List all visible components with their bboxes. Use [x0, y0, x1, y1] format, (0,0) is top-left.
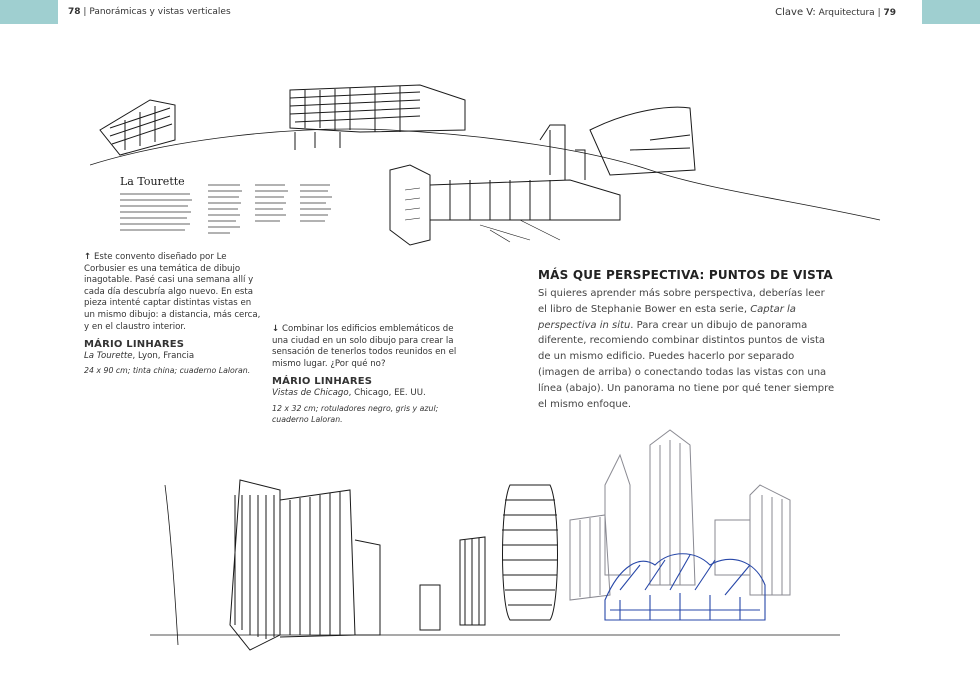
chicago-skyline-sketch [150, 425, 840, 670]
artwork-specs: 24 x 90 cm; tinta china; cuaderno Laloran. [84, 366, 251, 376]
section-heading: MÁS QUE PERSPECTIVA: PUNTOS DE VISTA [538, 268, 833, 282]
artwork-title-line [84, 351, 264, 363]
note-lines [120, 185, 332, 233]
left-page-number: 78 [68, 7, 81, 17]
book-title: Captar la perspectiva in situ [538, 303, 796, 331]
folio-separator: | [83, 7, 90, 17]
artist-name: MÁRIO LINHARES [84, 339, 185, 351]
caption-arrow-up-icon: ↑ [84, 252, 92, 262]
caption-chicago-text [272, 324, 457, 370]
gray-ink-buildings [570, 430, 790, 600]
caption-chicago-body: Combinar los edificios emblemáticos de una ciudad en un solo dibujo para crear la sensación de tenerlos todos reunidos en el mismo lugar. ¿Por qué no? [272, 324, 457, 369]
artwork-specs-2: 12 x 32 cm; rotuladores negro, gris y azul; cuaderno Laloran. [272, 403, 439, 425]
caption-chicago [272, 324, 457, 426]
caption-la-tourette-text [84, 252, 264, 333]
artwork-title: La Tourette [84, 350, 133, 361]
artwork-location: , Lyon, Francia [132, 350, 195, 361]
left-folio [68, 7, 231, 17]
caption-la-tourette-body: Este convento diseñado por Le Corbusier es una temática de dibujo inagotable. Pasé casi una semana allí y cada día descubría algo nuevo. En esta pieza intenté captar distintas vistas en un mismo dibujo: a distancia, más cerca, y en el claustro interior. [84, 252, 261, 332]
section-body-part2: . Para crear un dibujo de panorama diferente, recomiendo combinar distintos puntos de vista de un mismo edificio. Puedes hacerlo por separado (imagen de arriba) o conectando todas las vistas con una línea (abajo). Un panorama no tiene por qué tener siempre el mismo enfoque. [538, 319, 835, 410]
right-chapter-label: Clave V: [775, 7, 816, 18]
handwritten-notes [120, 175, 332, 233]
right-folio [775, 7, 896, 18]
artist-name-2: MÁRIO LINHARES [272, 376, 373, 388]
section-body-part1: Si quieres aprender más sobre perspectiva, deberías leer el libro de Stephanie Bower en esta serie, [538, 288, 825, 315]
left-page-tab [0, 0, 58, 24]
right-page-number: 79 [883, 8, 896, 18]
left-running-title: Panorámicas y vistas verticales [89, 7, 231, 17]
artwork-title-2: Vistas de Chicago [272, 387, 349, 398]
la-tourette-sketch [90, 70, 890, 250]
black-ink-buildings [150, 480, 840, 650]
section-body [538, 286, 836, 412]
caption-la-tourette [84, 252, 264, 377]
blue-ink-building [605, 554, 765, 620]
perspective-section [538, 268, 836, 412]
artwork-location-2: , Chicago, EE. UU. [348, 387, 426, 398]
folio-separator-right: | [877, 8, 884, 18]
caption-arrow-down-icon: ↓ [272, 324, 280, 334]
right-running-title: Arquitectura [818, 8, 875, 18]
artwork-title-line-2 [272, 388, 457, 400]
right-page-tab [922, 0, 980, 24]
sketch-title: La Tourette [120, 175, 185, 188]
